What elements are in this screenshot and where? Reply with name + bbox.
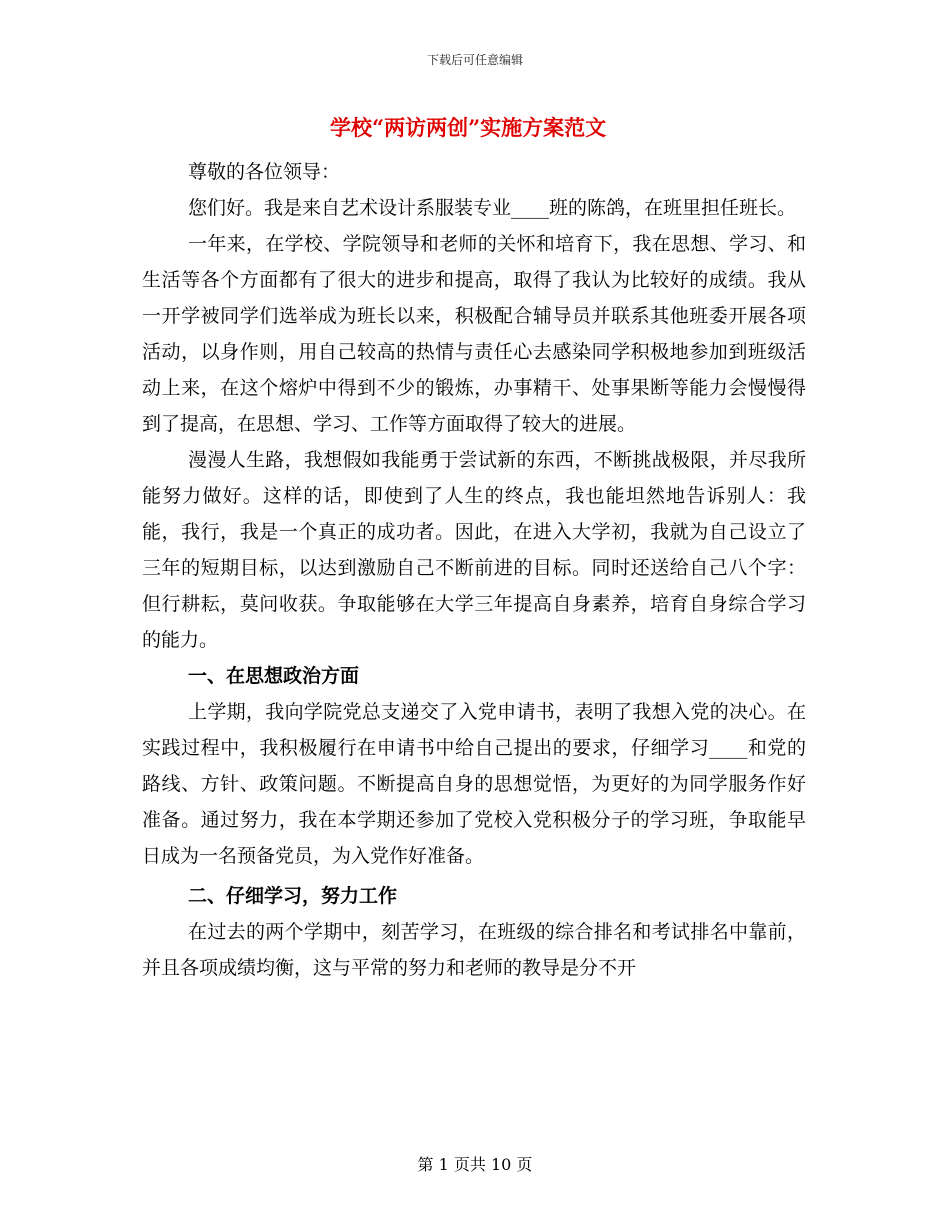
paragraph-greeting: 您们好。我是来自艺术设计系服装专业____班的陈鸽，在班里担任班长。 <box>188 197 797 219</box>
document-title: 学校“两访两创”实施方案范文 <box>330 115 607 140</box>
page-number: 第 1 页共 10 页 <box>417 1155 533 1174</box>
paragraph-study: 在过去的两个学期中，刻苦学习，在班级的综合排名和考试排名中靠前，并且各项成绩均衡，这与平常的努力和老师的教导是分不开 <box>142 921 806 979</box>
salutation: 尊敬的各位领导： <box>188 161 341 183</box>
paragraph-life-goals: 漫漫人生路，我想假如我能勇于尝试新的东西，不断挑战极限，并尽我所能努力做好。这样的话，即使到了人生的终点，我也能坦然地告诉别人：我能，我行，我是一个真正的成功者。因此，在进入大学初，我就为自己设立了三年的短期目标，以达到激励自己不断前进的目标。同时还送给自己八个字：但行耕耘，莫问收获。争取能够在大学三年提高自身素养，培育自身综合学习的能力。 <box>142 449 806 651</box>
section-heading-study: 二、仔细学习，努力工作 <box>188 885 398 907</box>
paragraph-political: 上学期，我向学院党总支递交了入党申请书，表明了我想入党的决心。在实践过程中，我积极履行在申请书中给自己提出的要求，仔细学习____和党的路线、方针、政策问题。不断提高自身的思想觉悟，为更好的为同学服务作好准备。通过努力，我在本学期还参加了党校入党积极分子的学习班，争取能早日成为一名预备党员，为入党作好准备。 <box>142 701 806 867</box>
section-heading-political: 一、在思想政治方面 <box>188 665 360 687</box>
document-body <box>142 154 806 986</box>
header-note: 下载后可任意编辑 <box>426 53 523 67</box>
paragraph-year-review: 一年来，在学校、学院领导和老师的关怀和培育下，我在思想、学习、和生活等各个方面都有了很大的进步和提高，取得了我认为比较好的成绩。我从一开学被同学们选举成为班长以来，积极配合辅导员并联系其他班委开展各项活动，以身作则，用自己较高的热情与责任心去感染同学积极地参加到班级活动上来，在这个熔炉中得到不少的锻炼，办事精干、处事果断等能力会慢慢得到了提高，在思想、学习、工作等方面取得了较大的进展。 <box>142 233 806 435</box>
